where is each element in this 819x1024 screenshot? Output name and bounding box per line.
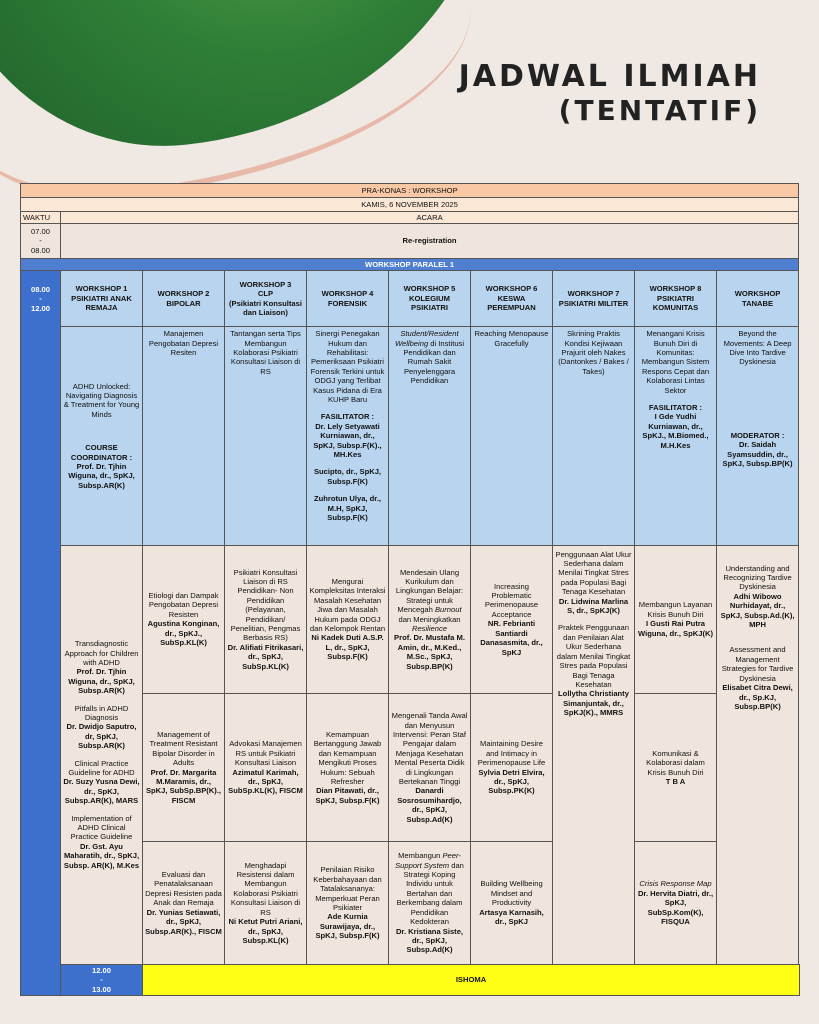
w8-s3-title: Crisis Response Map <box>639 879 712 889</box>
w4-role: FASILITATOR : <box>320 412 375 422</box>
w4-s2-speaker: Dian Pitawati, dr., SpKJ, Subsp.F(K) <box>315 786 380 805</box>
paralel-time <box>21 270 61 995</box>
tanabe-theme-title: Beyond the Movements: A Deep Dive Into Tardive Dyskinesia <box>723 329 792 367</box>
tanabe-sessions <box>717 545 799 964</box>
page-title <box>459 60 761 128</box>
w6-s3-speaker: Artasya Karnasih, dr., SpKJ <box>479 907 544 927</box>
workshop-7-number: WORKSHOP 7 <box>567 289 620 299</box>
w1-s3-title: Clinical Practice Guideline for ADHD <box>68 758 135 778</box>
w2-s1-speaker: Agustina Konginan, dr., SpKJ., SubSp.KL(K) <box>147 619 220 648</box>
registration-label: Re-registration <box>61 224 799 258</box>
w8-s3-speaker: Dr. Hervita Diatri, dr., SpKJ, SubSp.Kom(K), FISQUA <box>637 888 714 927</box>
w1-s4-title: Implementation of ADHD Clinical Practice Guideline <box>70 813 133 842</box>
w6-s1-title: Increasing Problematic Perimenopause Acceptance <box>484 581 539 619</box>
w7-s2-speaker: Lollytha Christianty Simanjuntak, dr., SpKJ(K)., MMRS <box>558 689 629 718</box>
w1-s1-speaker: Prof. Dr. Tjhin Wiguna, dr., SpKJ, Subsp.AR(K) <box>68 667 135 696</box>
event-title: PRA-KONAS : WORKSHOP <box>21 184 799 198</box>
workshop-header-row <box>21 270 800 326</box>
w7-theme <box>553 327 635 546</box>
w2-theme <box>143 327 225 546</box>
w2-s2-speaker: Prof. Dr. Margarita M.Maramis, dr., SpKJ, SubSp.BP(K)., FISCM <box>145 767 222 805</box>
w3-s3-title: Menghadapi Resistensi dalam Membangun Kolaborasi Psikiatri Konsultasi Liaison di RS <box>230 860 301 917</box>
ishoma-row <box>21 964 800 995</box>
title-line1: JADWAL ILMIAH <box>458 59 761 94</box>
workshop-7-header <box>553 270 635 326</box>
w4-s2 <box>307 693 389 841</box>
workshop-2-number: WORKSHOP 2 <box>157 289 210 299</box>
w3-s2-speaker: Azimatul Karimah, dr., SpKJ, SubSp.KL(K), FISCM <box>228 767 303 796</box>
workshop-7-name: PSIKIATRI MILITER <box>558 298 629 308</box>
w6-s3 <box>471 842 553 964</box>
workshop-3-name: CLP <box>257 289 274 299</box>
workshop-6-header <box>471 270 553 326</box>
workshop-4-name: FORENSIK <box>327 298 368 308</box>
w4-s2-title: Kemampuan Bertanggung Jawab dan Kemampuan Mengikuti Proses Hukum: Sebuah Refresher <box>313 730 382 787</box>
w2-s3-speaker: Dr. Yunias Setiawati, dr., SpKJ, Subsp.AR(K)., FISCM <box>145 907 222 936</box>
w3-s1-speaker: Dr. Alifiati Fitrikasari, dr., SpKJ, SubSp.KL(K) <box>227 642 304 671</box>
workshop-8-name: PSIKIATRI KOMUNITAS <box>652 293 699 313</box>
w5-s1-text-b: dan Meningkatkan <box>398 614 461 624</box>
w8-s3 <box>635 842 717 964</box>
w3-s1-title: Psikiatri Konsultasi Liaison di RS Pendidikan- Non Pendidikan (Pelayanan, Pendidikan/ Penelitian, Pengmas Berbasis RS) <box>230 567 301 643</box>
w7-s1-speaker: Dr. Lidwina Marlina S, dr., SpKJ(K) <box>558 596 629 616</box>
workshop-5-name: KOLEGIUM PSIKIATRI <box>409 293 450 313</box>
w2-theme-title: Manajemen Pengobatan Depresi Resiten <box>148 329 219 357</box>
tanabe-role: MODERATOR : <box>730 430 785 440</box>
workshop-4-header <box>307 270 389 326</box>
workshop-4-number: WORKSHOP 4 <box>321 289 374 299</box>
w4-s1 <box>307 545 389 693</box>
w4-theme <box>307 327 389 546</box>
workshop-8-header <box>635 270 717 326</box>
w5-theme-title <box>391 329 468 385</box>
session-row-1 <box>21 545 800 693</box>
tanabe-s2-title: Assessment and Management Strategies for Tardive Dyskinesia <box>721 645 794 683</box>
title-line2: (TENTATIF) <box>558 94 761 127</box>
w5-s3 <box>389 842 471 964</box>
workshop-5-header <box>389 270 471 326</box>
paralel-time-start: 08.00 <box>30 284 50 294</box>
w8-theme <box>635 327 717 546</box>
registration-time <box>21 224 61 258</box>
w8-s1-speaker: I Gusti Rai Putra Wiguna, dr., SpKJ(K) <box>637 619 714 638</box>
workshop-3-number: WORKSHOP 3 <box>239 279 292 289</box>
w6-s2-speaker: Sylvia Detri Elvira, dr., SpKJ, Subsp.PK(K) <box>478 767 545 796</box>
w1-coordinator: Prof. Dr. Tjhin Wiguna, dr., SpKJ, Subsp.AR(K) <box>68 461 135 490</box>
paralel-label: WORKSHOP PARALEL 1 <box>21 258 799 270</box>
tanabe-theme <box>717 327 799 546</box>
w5-theme-rest: di Institusi Pendidikan dan Rumah Sakit Penyelenggara Pendidikan <box>403 338 465 386</box>
w2-s2 <box>143 693 225 841</box>
registration-time-start: 07.00 <box>30 226 50 236</box>
workshop-3-header <box>225 270 307 326</box>
w1-theme-title: ADHD Unlocked: Navigating Diagnosis & Treatment for Young Minds <box>63 381 140 419</box>
registration-time-dash: - <box>39 236 42 246</box>
w1-s4-speaker: Dr. Gst. Ayu Maharatih, dr., SpKJ, Subsp. AR(K), M.Kes <box>63 841 140 870</box>
w5-theme-italic: Student/Resident Wellbeing <box>394 329 459 348</box>
event-date: KAMIS, 6 NOVEMBER 2025 <box>21 198 799 212</box>
w5-s1-speaker: Prof. Dr. Mustafa M. Amin, dr., M.Ked., M.Sc., SpKJ, Subsp.BP(K) <box>394 633 465 671</box>
registration-row <box>21 224 800 258</box>
w5-s2-title: Mengenali Tanda Awal dan Menyusun Intervensi: Peran Staf Pengajar dalam Menjaga Kesehatan Mental Peserta Didik di Lingkungan Bertekanan Tinggi <box>391 711 468 787</box>
acara-header: ACARA <box>61 212 799 224</box>
paralel-row <box>21 258 800 270</box>
w2-s1-title: Etiologi dan Dampak Pengobatan Depresi Resisten <box>148 591 219 619</box>
w3-s1 <box>225 545 307 693</box>
waktu-header: WAKTU <box>21 212 61 224</box>
workshop-6-name: KESWA PEREMPUAN <box>487 293 536 313</box>
w5-s1-italic-a: Burnout <box>434 605 462 615</box>
column-header-row <box>21 212 800 224</box>
w2-s3-title: Evaluasi dan Penatalaksanaan Depresi Resisten pada Anak dan Remaja <box>145 870 222 908</box>
w6-theme-title: Reaching Menopause Gracefully <box>474 329 549 348</box>
ishoma-label: ISHOMA <box>143 964 800 995</box>
w3-s2 <box>225 693 307 841</box>
workshop-8-number: WORKSHOP 8 <box>649 284 702 294</box>
tanabe-s1-speaker: Adhi Wibowo Nurhidayat, dr., SpKJ, Subsp.Ad.(K), MPH <box>720 591 795 630</box>
w7-s1-title: Penggunaan Alat Ukur Sederhana dalam Menilai Tingkat Stres pada Populasi Bagi Tenaga Kesehatan <box>555 549 632 597</box>
w5-s1-text-a: Mendesain Ulang Kurikulum dan Lingkungan Belajar: Strategi untuk Mencegah <box>395 567 464 615</box>
workshop-tanabe-header <box>717 270 799 326</box>
w4-s3-speaker: Ade Kurnia Surawijaya, dr., SpKJ, Subsp.F(K) <box>315 912 380 941</box>
w5-s3-text-b: dan Strategi Koping Individu untuk Bertahan dan Berkembang dalam Pendidikan Kedokteran <box>396 860 464 927</box>
tanabe-s2-speaker: Elisabet Citra Dewi, dr., Sp.KJ, Subsp.BP(K) <box>722 683 793 711</box>
w1-s2-title: Pitfalls in ADHD Diagnosis <box>74 703 129 722</box>
tanabe-moderator: Dr. Saidah Syamsuddin, dr., SpKJ, Subsp.BP(K) <box>722 440 793 468</box>
w1-role: COURSE COORDINATOR : <box>70 443 133 462</box>
paralel-time-dash: - <box>39 294 42 304</box>
w8-s2 <box>635 693 717 841</box>
w1-sessions <box>61 545 143 964</box>
w4-theme-title: Sinergi Penegakan Hukum dan Rehabilitasi: Pemeriksaan Psikiatri Forensik Terkini untuk ODGJ yang Terlibat Kasus Pidana di Era KUHP Baru <box>310 329 385 404</box>
w5-s1 <box>389 545 471 693</box>
ishoma-time-end: 13.00 <box>91 984 111 994</box>
w5-s3-italic: Peer-Support System <box>395 851 461 870</box>
w3-s3-speaker: Ni Ketut Putri Ariani, dr., SpKJ, Subsp.KL(K) <box>228 917 303 945</box>
tanabe-s1-title: Understanding and Recognizing Tardive Dyskinesia <box>723 563 792 592</box>
workshop-tanabe-name: WORKSHOP TANABE <box>734 289 781 308</box>
w3-s2-title: Advokasi Manajemen RS untuk Psikiatri Konsultasi Liaison <box>229 739 302 768</box>
w5-s1-italic-b: Resilience <box>411 624 448 633</box>
theme-row <box>21 327 800 546</box>
w5-s3-text-a: Membangun <box>398 851 443 861</box>
w4-s1-title: Mengurai Kompleksitas Interaksi Masalah Kesehatan Jiwa dan Masalah Hukum pada ODGJ dan Kelompok Rentan <box>309 576 386 633</box>
w8-theme-title: Menangani Krisis Bunuh Diri di Komunitas: Membangun Sistem Respons Cepat dan Kolaborasi Lintas Sektor <box>641 329 710 395</box>
w3-theme <box>225 327 307 546</box>
w5-s3-title <box>391 851 468 926</box>
workshop-5-number: WORKSHOP 5 <box>403 284 456 294</box>
w8-s1-title: Membangun Layanan Krisis Bunuh Diri <box>638 600 713 619</box>
w5-theme <box>389 327 471 546</box>
workshop-1-header <box>61 270 143 326</box>
w5-s2 <box>389 693 471 841</box>
w2-s3 <box>143 842 225 964</box>
w4-s1-speaker: Ni Kadek Duti A.S.P. L, dr., SpKJ, Subsp.F(K) <box>311 633 384 662</box>
w7-sessions <box>553 545 635 964</box>
w4-s3 <box>307 842 389 964</box>
w8-s2-title: Komunikasi & Kolaborasi dalam Krisis Bunuh Diri <box>646 748 705 777</box>
w5-s1-title <box>391 568 468 634</box>
date-row <box>21 198 800 212</box>
paralel-time-end: 12.00 <box>30 303 50 313</box>
w5-s3-speaker: Dr. Kristiana Siste, dr., SpKJ, Subsp.Ad(K) <box>395 926 464 955</box>
schedule-table <box>20 183 800 996</box>
w1-s1-title: Transdiagnostic Approach for Children with ADHD <box>64 639 139 667</box>
w3-theme-title: Tantangan serta Tips Membangun Kolaborasi Psikiatri Konsultasi Liaison di RS <box>230 329 301 376</box>
event-row <box>21 184 800 198</box>
w6-s1 <box>471 545 553 693</box>
workshop-1-name: PSIKIATRI ANAK REMAJA <box>71 293 132 313</box>
w8-role: FASILITATOR : <box>648 402 703 412</box>
w7-s2-title: Praktek Penggunaan dan Penilaian Alat Ukur Sederhana dalam Menilai Tingkat Stres pada Populasi Bagi Tenaga Kesehatan <box>556 623 631 689</box>
workshop-2-name: BIPOLAR <box>166 298 201 308</box>
w6-s2 <box>471 693 553 841</box>
ishoma-time-dash: - <box>100 975 103 985</box>
w4-s3-title: Penilaian Risiko Keberbahayaan dan Tatalaksananya: Memperkuat Peran Psikiater <box>313 865 382 912</box>
w6-s3-title: Building Wellbeing Mindset and Productivity <box>480 879 543 908</box>
w4-facilitator-2: Sucipto, dr., SpKJ, Subsp.F(K) <box>313 467 382 486</box>
w4-facilitator-3: Zuhrotun Ulya, dr., M.H, SpKJ, Subsp.F(K) <box>313 494 382 523</box>
w8-s1 <box>635 545 717 693</box>
w7-theme-title: Skrining Praktis Kondisi Kejiwaan Prajurit oleh Nakes (Dantonkes / Bakes / Takes) <box>558 329 629 376</box>
w1-theme <box>61 327 143 546</box>
registration-time-end: 08.00 <box>30 245 50 255</box>
w3-s3 <box>225 842 307 964</box>
w6-s2-title: Maintaining Desire and Intimacy in Perimenopause Life <box>477 739 546 768</box>
w6-theme <box>471 327 553 546</box>
w6-s1-speaker: NR. Febrianti Santiardi Danasasmita, dr., SpKJ <box>480 619 543 657</box>
w8-s2-speaker: T B A <box>665 777 686 787</box>
ishoma-time-start: 12.00 <box>91 965 111 975</box>
w1-s2-speaker: Dr. Dwidjo Saputro, dr, SpKJ, Subsp.AR(K) <box>66 722 137 751</box>
workshop-2-header <box>143 270 225 326</box>
workshop-3-subtitle: (Psikiatri Konsultasi dan Liaison) <box>228 298 302 317</box>
workshop-1-number: WORKSHOP 1 <box>75 284 128 294</box>
w2-s2-title: Management of Treatment Resistant Bipolar Disorder in Adults <box>149 730 218 768</box>
w8-facilitator: I Gde Yudhi Kurniawan, dr., SpKJ., M.Biomed., M.H.Kes <box>642 412 709 450</box>
w5-s2-speaker: Danardi Sosrosumihardjo, dr., SpKJ, Subsp.Ad(K) <box>397 786 462 824</box>
w4-facilitator-1: Dr. Lely Setyawati Kurniawan, dr., SpKJ, Subsp.F(K)., MH.Kes <box>313 421 382 459</box>
w1-s3-speaker: Dr. Suzy Yusna Dewi, dr., SpKJ, Subsp.AR(K), MARS <box>63 777 140 806</box>
ishoma-time <box>61 964 143 995</box>
w2-s1 <box>143 545 225 693</box>
workshop-6-number: WORKSHOP 6 <box>485 284 538 294</box>
